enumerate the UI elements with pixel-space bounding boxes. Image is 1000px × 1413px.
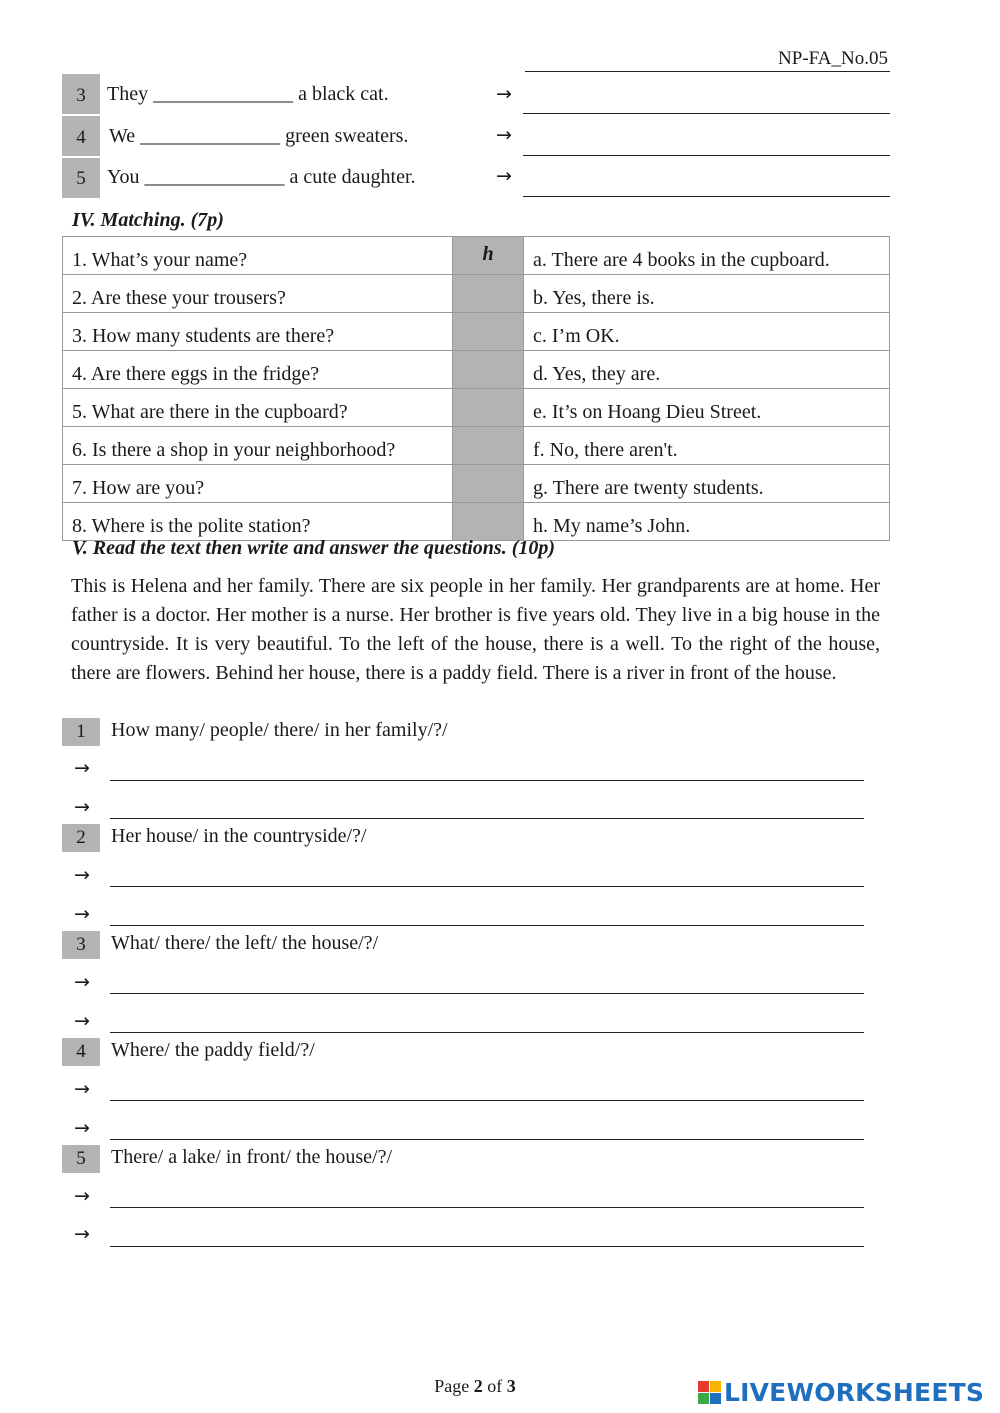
matching-answer-box[interactable] [453,275,524,313]
table-row [63,465,890,503]
arrow-icon: → [74,1010,90,1032]
arrow-icon: → [74,971,90,993]
page-mid: of [482,1376,507,1396]
arrow-icon: → [74,903,90,925]
matching-answer-box[interactable] [453,351,524,389]
matching-table [62,236,890,541]
matching-question: 1. What’s your name? [63,237,453,275]
exercise-sentence: You ______________ a cute daughter. [107,166,416,188]
question-prompt: Her house/ in the countryside/?/ [111,825,367,847]
item-number: 5 [62,158,100,198]
matching-answer-box[interactable] [453,313,524,351]
answer-line[interactable] [110,818,864,819]
matching-option: b. Yes, there is. [524,275,890,313]
write-question-line[interactable] [110,780,864,781]
matching-question: 6. Is there a shop in your neighborhood? [63,427,453,465]
arrow-icon: → [496,124,512,146]
question-number: 4 [62,1038,100,1066]
matching-option: d. Yes, they are. [524,351,890,389]
arrow-icon: → [74,1078,90,1100]
table-row [63,275,890,313]
table-row [63,237,890,275]
matching-answer-box[interactable] [453,389,524,427]
page-current: 2 [473,1376,483,1396]
table-row [63,427,890,465]
write-question-line[interactable] [110,993,864,994]
arrow-icon: → [74,1117,90,1139]
matching-option: c. I’m OK. [524,313,890,351]
answer-line[interactable] [523,196,890,197]
item-number: 3 [62,74,100,114]
answer-line[interactable] [523,113,890,114]
brand-square [710,1393,721,1404]
question-prompt: What/ there/ the left/ the house/?/ [111,932,379,954]
arrow-icon: → [74,1223,90,1245]
matching-answer-box[interactable] [453,465,524,503]
table-row [63,351,890,389]
brand-square [698,1381,709,1392]
reading-passage: This is Helena and her family. There are six people in her family. Her grandparents are at home. Her father is a doctor. Her mother is a nurse. Her brother is five years old. They live in a big house in the countryside. It is very beautiful. To the left of the house, there is a well. To the right of the house, there are flowers. Behind her house, there is a paddy field. There is a river in front of the house. [71,575,880,684]
arrow-icon: → [74,757,90,779]
page-total: 3 [506,1376,516,1396]
matching-question: 5. What are there in the cupboard? [63,389,453,427]
answer-line[interactable] [110,925,864,926]
write-question-line[interactable] [110,886,864,887]
item-number: 4 [62,116,100,156]
matching-option: a. There are 4 books in the cupboard. [524,237,890,275]
matching-answer-box[interactable]: h [453,237,524,275]
matching-option: f. No, there aren't. [524,427,890,465]
write-question-line[interactable] [110,1207,864,1208]
matching-option: e. It’s on Hoang Dieu Street. [524,389,890,427]
table-row [63,389,890,427]
matching-answer-box[interactable] [453,427,524,465]
brand-name: LIVEWORKSHEETS [724,1378,985,1407]
arrow-icon: → [74,1185,90,1207]
matching-option: g. There are twenty students. [524,465,890,503]
document-code: NP-FA_No.05 [525,46,890,72]
exercise-sentence: We ______________ green sweaters. [109,125,409,147]
brand-square [710,1381,721,1392]
matching-answer-box[interactable] [453,503,524,541]
exercise-sentence: They ______________ a black cat. [107,83,389,105]
question-number: 5 [62,1145,100,1173]
matching-option: h. My name’s John. [524,503,890,541]
matching-question: 8. Where is the polite station? [63,503,453,541]
page-prefix: Page [434,1376,474,1396]
question-number: 1 [62,718,100,746]
brand-square [698,1393,709,1404]
matching-section-title: IV. Matching. (7p) [72,209,224,231]
arrow-icon: → [496,165,512,187]
arrow-icon: → [74,796,90,818]
write-question-line[interactable] [110,1100,864,1101]
table-row [63,503,890,541]
table-row [63,313,890,351]
question-number: 3 [62,931,100,959]
arrow-icon: → [496,83,512,105]
question-number: 2 [62,824,100,852]
answer-line[interactable] [110,1246,864,1247]
matching-question: 4. Are there eggs in the fridge? [63,351,453,389]
brand-icon [698,1381,721,1404]
question-prompt: There/ a lake/ in front/ the house/?/ [111,1146,393,1168]
arrow-icon: → [74,864,90,886]
liveworksheets-logo[interactable] [698,1378,984,1407]
reading-section-title: V. Read the text then write and answer the questions. (10p) [72,537,556,559]
answer-line[interactable] [110,1139,864,1140]
question-prompt: Where/ the paddy field/?/ [111,1039,315,1061]
answer-line[interactable] [110,1032,864,1033]
answer-line[interactable] [523,155,890,156]
matching-question: 2. Are these your trousers? [63,275,453,313]
question-prompt: How many/ people/ there/ in her family/?/ [111,719,448,741]
matching-question: 3. How many students are there? [63,313,453,351]
matching-question: 7. How are you? [63,465,453,503]
